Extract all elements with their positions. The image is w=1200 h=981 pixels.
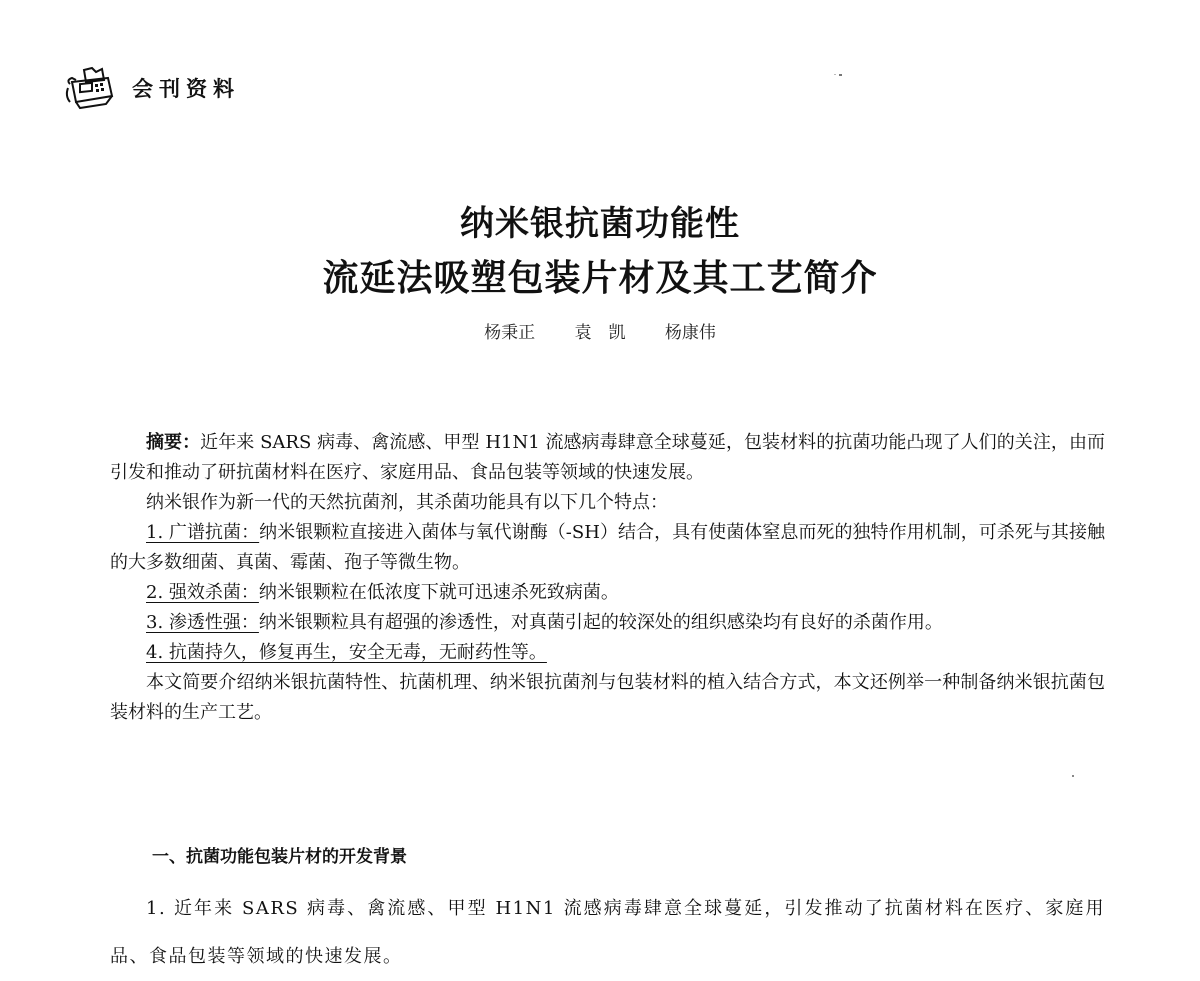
feature-label: 3. 渗透性强： — [146, 612, 259, 633]
abstract-intro — [110, 428, 1105, 488]
feature-text: 纳米银颗粒具有超强的渗透性，对真菌引起的较深处的组织感染均有良好的杀菌作用。 — [258, 612, 943, 633]
author-name: 袁 凯 — [574, 323, 626, 343]
feature-label: 2. 强效杀菌： — [146, 582, 259, 603]
feature-label: 1. 广谱抗菌： — [146, 522, 260, 543]
section-body — [110, 885, 1105, 981]
author-name: 杨秉正 — [484, 323, 536, 343]
scan-artifact — [834, 73, 846, 77]
section-label: 会刊资料 — [132, 77, 240, 101]
fax-machine-icon — [62, 66, 120, 110]
section-paragraph: 1. 近年来 SARS 病毒、禽流感、甲型 H1N1 流感病毒肆意全球蔓延，引发推动了抗菌材料在医疗、家庭用品、食品包装等领域的快速发展。 — [110, 898, 1105, 967]
feature-text: 纳米银颗粒在低浓度下就可迅速杀死致病菌。 — [258, 582, 619, 603]
abstract-block — [110, 428, 1105, 728]
feature-label: 4. 抗菌持久，修复再生，安全无毒，无耐药性等。 — [146, 642, 547, 663]
section-heading: 一、抗菌功能包装片材的开发背景 — [152, 847, 407, 867]
article-title-line-2: 流延法吸塑包装片材及其工艺简介 — [322, 257, 878, 299]
abstract-intro-text: 近年来 SARS 病毒、禽流感、甲型 H1N1 流感病毒肆意全球蔓延，包装材料的抗菌功能凸现了人们的关注，由而引发和推动了研抗菌材料在医疗、家庭用品、食品包装等领域的快速发展。 — [110, 432, 1105, 483]
author-name: 杨康伟 — [664, 323, 716, 343]
article-title-line-1: 纳米银抗菌功能性 — [460, 204, 740, 244]
feature-item — [110, 608, 1105, 638]
author-list — [0, 318, 1200, 343]
feature-item — [110, 578, 1105, 608]
journal-section-header — [62, 66, 240, 110]
feature-item — [110, 638, 1105, 668]
feature-text: 纳米银颗粒直接进入菌体与氧代谢酶（-SH）结合，具有使菌体窒息而死的独特作用机制，可杀死与其接触的大多数细菌、真菌、霉菌、孢子等微生物。 — [110, 522, 1105, 573]
abstract-label: 摘要： — [146, 432, 201, 453]
abstract-summary: 本文简要介绍纳米银抗菌特性、抗菌机理、纳米银抗菌剂与包装材料的植入结合方式，本文还例举一种制备纳米银抗菌包装材料的生产工艺。 — [110, 672, 1105, 723]
abstract-lead: 纳米银作为新一代的天然抗菌剂，其杀菌功能具有以下几个特点： — [146, 492, 668, 513]
scan-artifact — [1072, 775, 1074, 777]
feature-item — [110, 518, 1105, 578]
